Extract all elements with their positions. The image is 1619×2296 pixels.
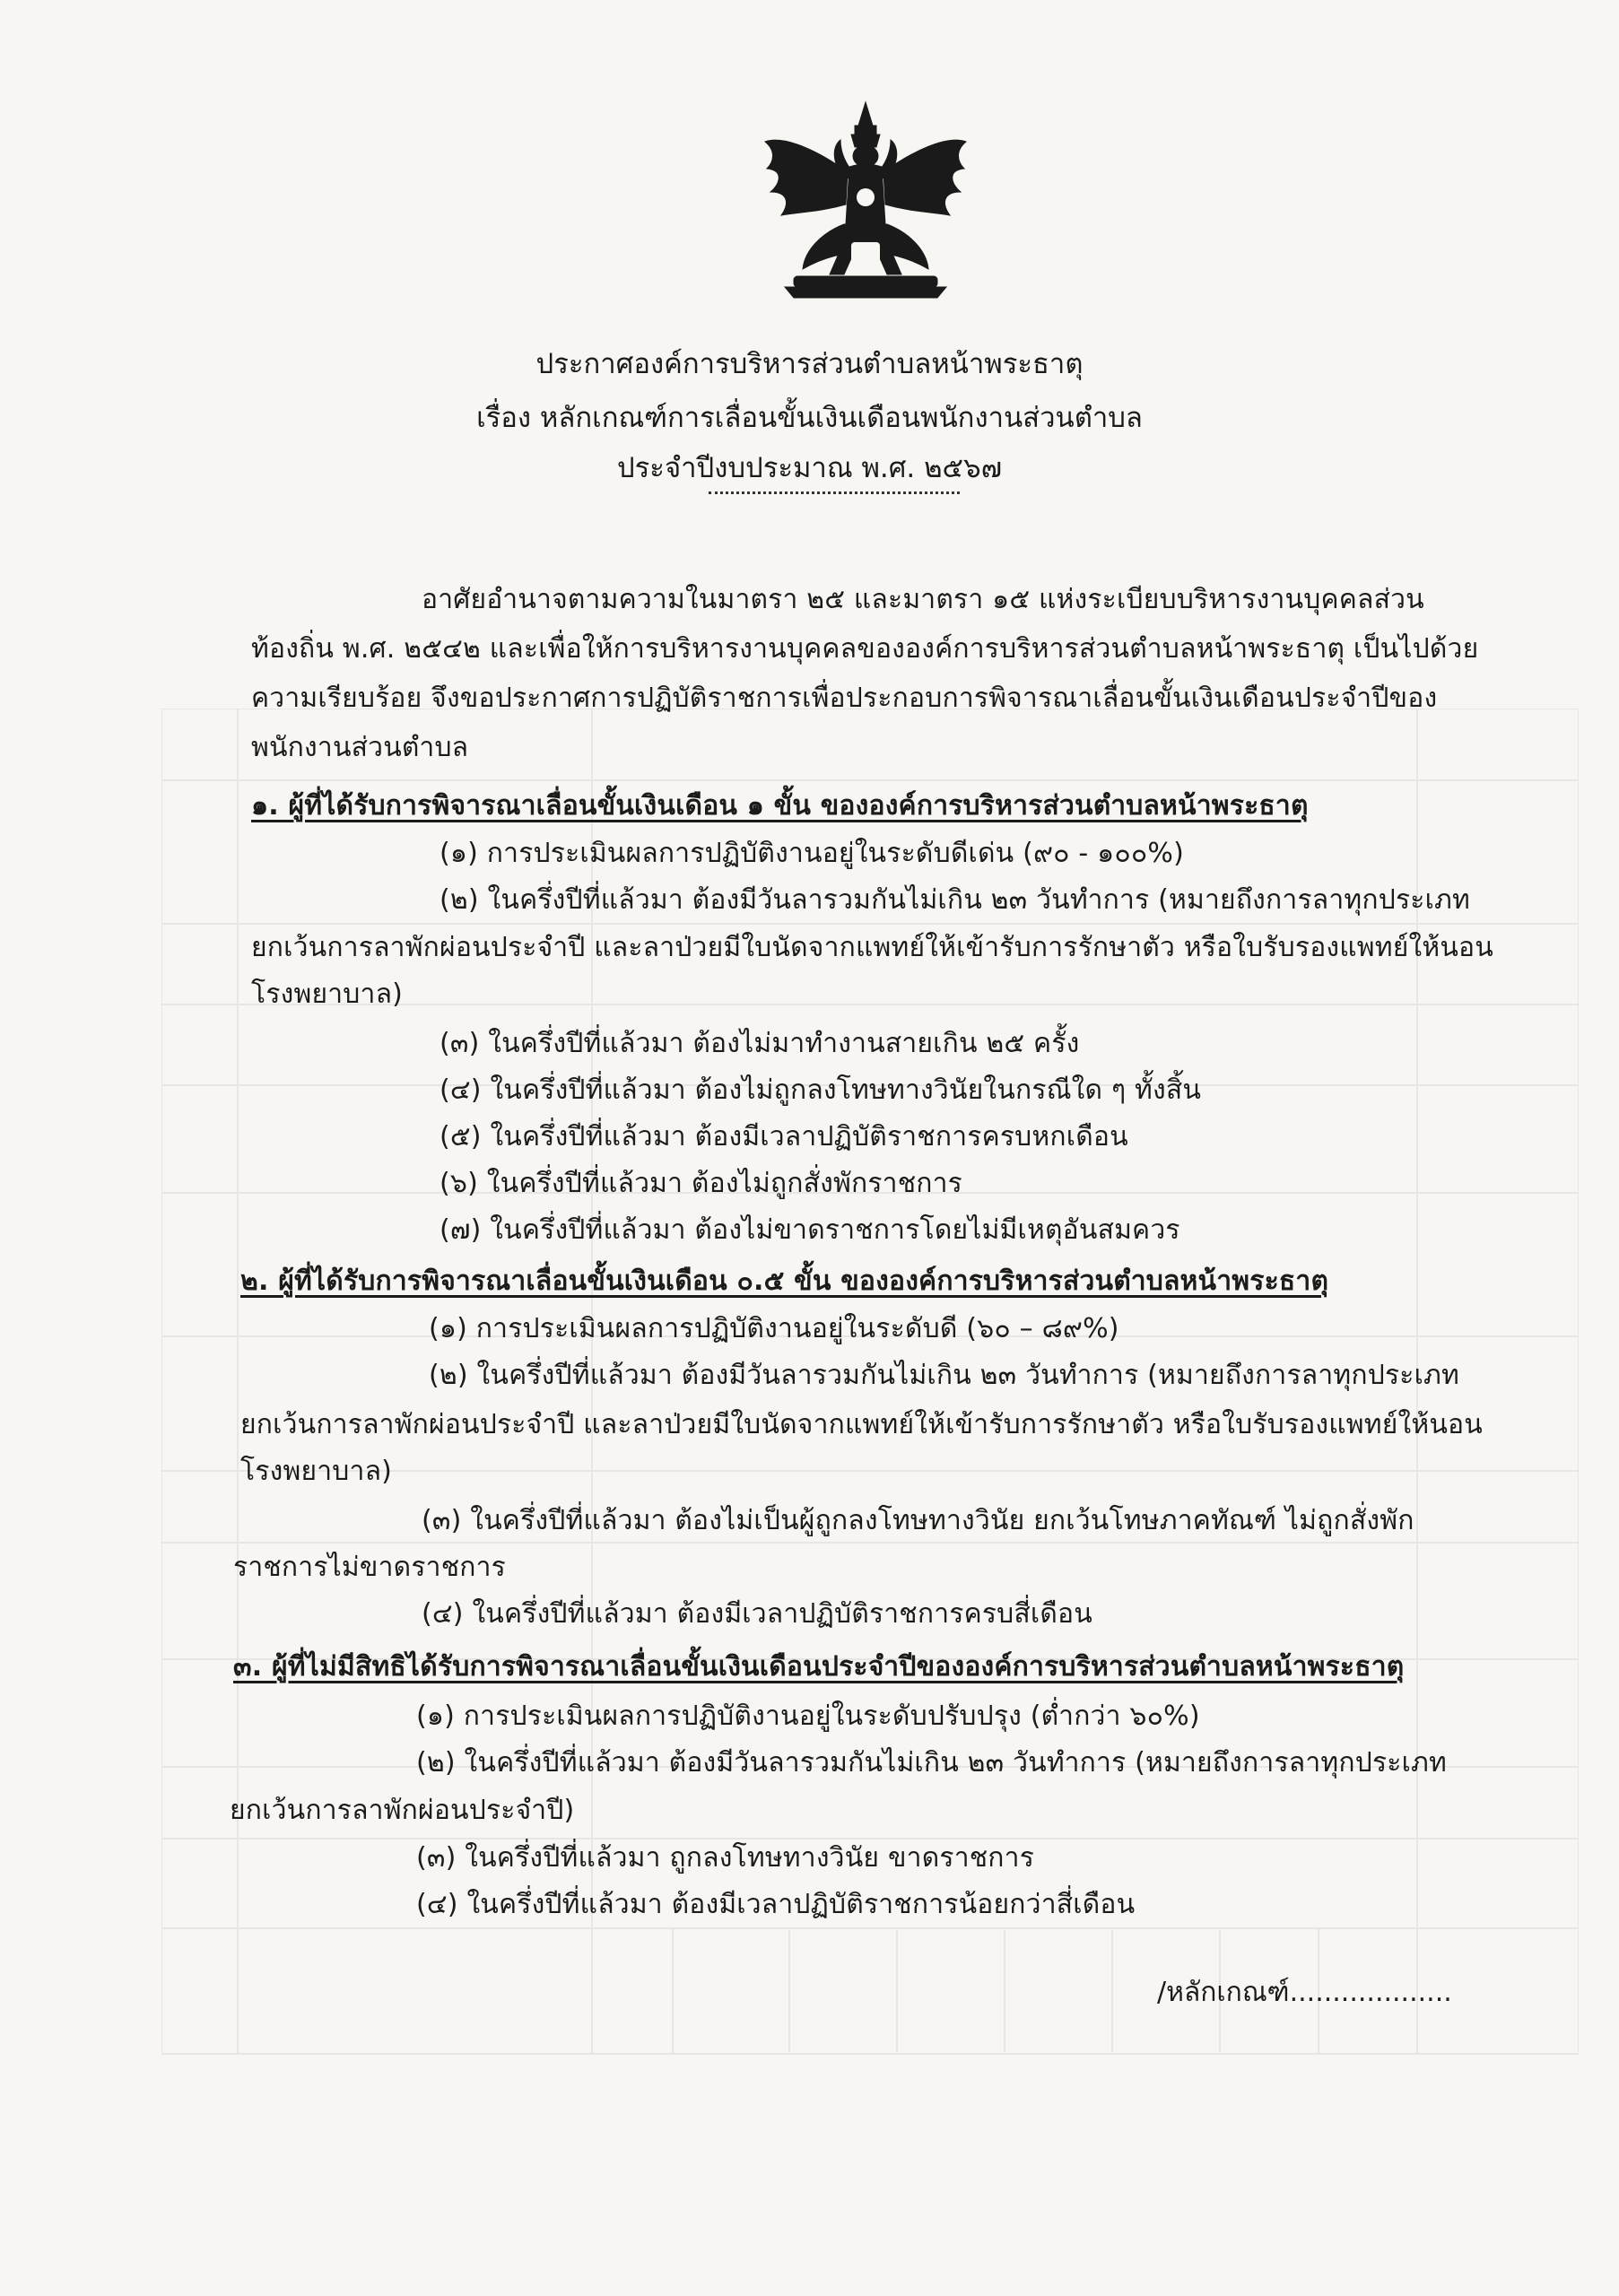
section-2-item: (๑) การประเมินผลการปฏิบัติงานอยู่ในระดับดี (๖๐ – ๘๙%): [429, 1313, 1119, 1344]
preamble-line: อาศัยอำนาจตามความในมาตรา ๒๕ และมาตรา ๑๕ แห่งระเบียบบริหารงานบุคคลส่วน: [422, 584, 1424, 615]
section-3-item: (๒) ในครึ่งปีที่แล้วมา ต้องมีวันลารวมกันไม่เกิน ๒๓ วันทำการ (หมายถึงการลาทุกประเภท: [416, 1747, 1447, 1779]
section-2-item-cont: ยกเว้นการลาพักผ่อนประจำปี และลาป่วยมีใบนัดจากแพทย์ให้เข้ารับการรักษาตัว หรือใบรับรองแพทย์ให้นอน: [240, 1409, 1483, 1440]
section-2-item: (๒) ในครึ่งปีที่แล้วมา ต้องมีวันลารวมกันไม่เกิน ๒๓ วันทำการ (หมายถึงการลาทุกประเภท: [429, 1360, 1459, 1391]
section-1-item: (๓) ในครึ่งปีที่แล้วมา ต้องไม่มาทำงานสายเกิน ๒๕ ครั้ง: [440, 1028, 1080, 1059]
section-1-item: (๒) ในครึ่งปีที่แล้วมา ต้องมีวันลารวมกันไม่เกิน ๒๓ วันทำการ (หมายถึงการลาทุกประเภท: [440, 884, 1470, 916]
section-2-item-cont: ราชการไม่ขาดราชการ: [233, 1552, 506, 1583]
section-3-heading: ๓. ผู้ที่ไม่มีสิทธิได้รับการพิจารณาเลื่อนขั้นเงินเดือนประจำปีขององค์การบริหารส่วนตำบลหน้าพระธาตุ: [233, 1651, 1405, 1683]
section-1-item: (๔) ในครึ่งปีที่แล้วมา ต้องไม่ถูกลงโทษทางวินัยในกรณีใด ๆ ทั้งสิ้น: [440, 1074, 1202, 1106]
section-1-heading: ๑. ผู้ที่ได้รับการพิจารณาเลื่อนขั้นเงินเดือน ๑ ขั้น ขององค์การบริหารส่วนตำบลหน้าพระธาตุ: [251, 790, 1309, 822]
section-1-item: (๕) ในครึ่งปีที่แล้วมา ต้องมีเวลาปฏิบัติราชการครบหกเดือน: [440, 1121, 1128, 1152]
section-3-item: (๓) ในครึ่งปีที่แล้วมา ถูกลงโทษทางวินัย ขาดราชการ: [416, 1842, 1035, 1874]
continuation-marker: /หลักเกณฑ์...................: [1157, 1977, 1452, 2008]
section-2-item-cont: โรงพยาบาล): [240, 1456, 393, 1487]
title-divider: [709, 491, 960, 494]
preamble-line: ท้องถิ่น พ.ศ. ๒๕๔๒ และเพื่อให้การบริหารงานบุคคลขององค์การบริหารส่วนตำบลหน้าพระธาตุ เป็นไปด้วย: [251, 633, 1479, 665]
section-2-heading: ๒. ผู้ที่ได้รับการพิจารณาเลื่อนขั้นเงินเดือน ๐.๕ ขั้น ขององค์การบริหารส่วนตำบลหน้าพระธาตุ: [240, 1265, 1329, 1297]
section-2-item: (๓) ในครึ่งปีที่แล้วมา ต้องไม่เป็นผู้ถูกลงโทษทางวินัย ยกเว้นโทษภาคทัณฑ์ ไม่ถูกสั่งพัก: [422, 1505, 1414, 1536]
section-3-item: (๔) ในครึ่งปีที่แล้วมา ต้องมีเวลาปฏิบัติราชการน้อยกว่าสี่เดือน: [416, 1889, 1136, 1920]
announcement-title: ประกาศองค์การบริหารส่วนตำบลหน้าพระธาตุ: [535, 348, 1084, 380]
section-3-item-cont: ยกเว้นการลาพักผ่อนประจำปี): [230, 1795, 575, 1826]
section-1-item-cont: โรงพยาบาล): [251, 978, 404, 1010]
preamble-line: ความเรียบร้อย จึงขอประกาศการปฏิบัติราชการเพื่อประกอบการพิจารณาเลื่อนขั้นเงินเดือนประจำปีของ: [251, 683, 1438, 714]
section-1-item: (๑) การประเมินผลการปฏิบัติงานอยู่ในระดับดีเด่น (๙๐ - ๑๐๐%): [440, 838, 1185, 869]
section-1-item-cont: ยกเว้นการลาพักผ่อนประจำปี และลาป่วยมีใบนัดจากแพทย์ให้เข้ารับการรักษาตัว หรือใบรับรองแพทย์ให้นอน: [251, 932, 1493, 963]
section-3-item: (๑) การประเมินผลการปฏิบัติงานอยู่ในระดับปรับปรุง (ต่ำกว่า ๖๐%): [416, 1700, 1200, 1732]
section-2-item: (๔) ในครึ่งปีที่แล้วมา ต้องมีเวลาปฏิบัติราชการครบสี่เดือน: [422, 1598, 1092, 1630]
section-1-item: (๗) ในครึ่งปีที่แล้วมา ต้องไม่ขาดราชการโดยไม่มีเหตุอันสมควร: [440, 1214, 1180, 1246]
garuda-emblem-icon: [758, 99, 973, 300]
announcement-fiscal-year: ประจำปีงบประมาณ พ.ศ. ๒๕๖๗: [616, 452, 1003, 484]
preamble-line: พนักงานส่วนตำบล: [251, 732, 469, 763]
section-1-item: (๖) ในครึ่งปีที่แล้วมา ต้องไม่ถูกสั่งพักราชการ: [440, 1168, 962, 1199]
announcement-subject: เรื่อง หลักเกณฑ์การเลื่อนขั้นเงินเดือนพนักงานส่วนตำบล: [476, 402, 1143, 434]
